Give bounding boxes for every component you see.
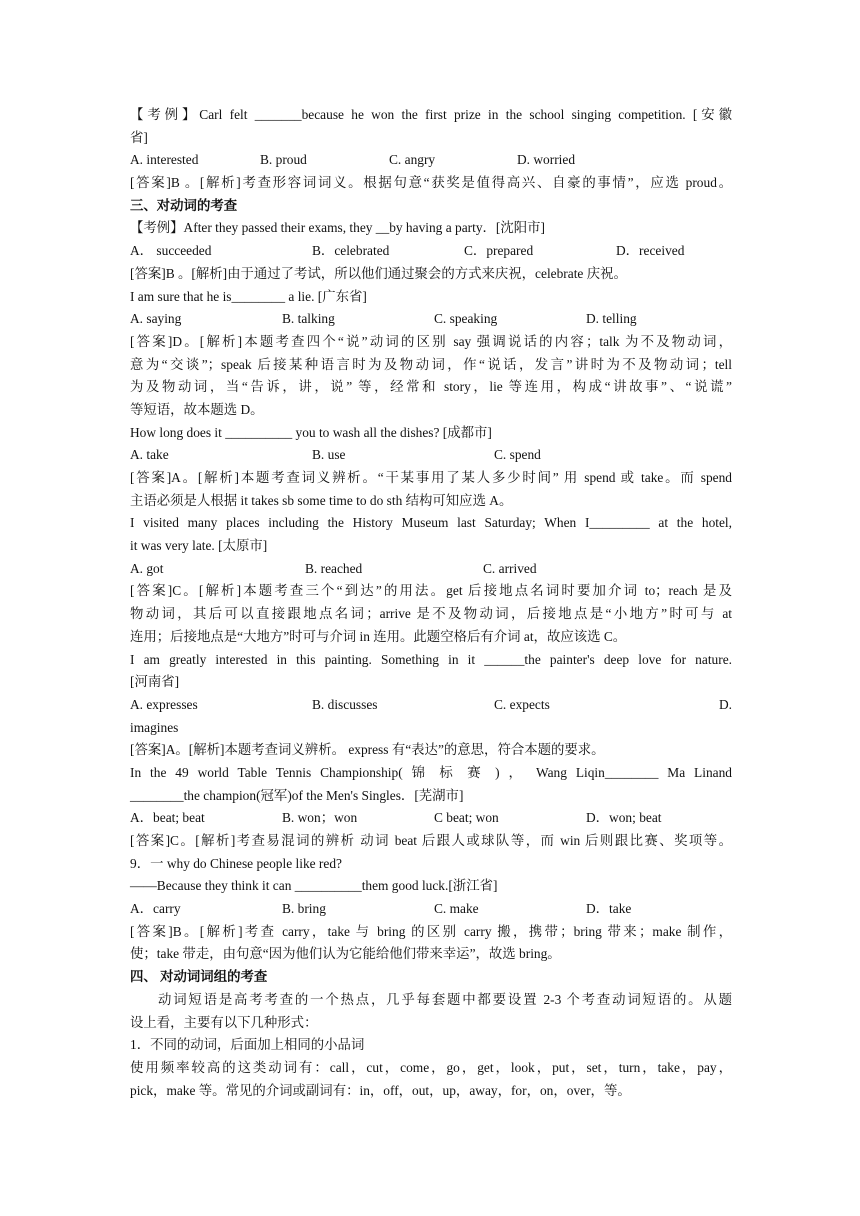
answer-options	[130, 444, 732, 467]
answer-option: C. angry	[389, 152, 436, 168]
text-line: 意为“交谈”；speak 后接某种语言时为及物动词，作“说话，发言”讲时为不及物动词；tell	[130, 356, 732, 372]
answer-option: C. make	[434, 901, 479, 917]
text-line: 为及物动词，当“告诉，讲，说” 等，经常和 story，lie 等连用，构成“讲故事”、“说谎”	[130, 379, 732, 395]
answer-option: B. won；won	[282, 810, 358, 826]
answer-option: B. bring	[282, 901, 326, 917]
text-line: 连用；后接地点是“大地方”时可与介词 in 连用。此题空格后有介词 at，故应该选 C。	[130, 628, 627, 644]
answer-option: B. proud	[260, 152, 307, 168]
answer-option: A．beat; beat	[130, 810, 205, 826]
answer-option: B. use	[312, 447, 346, 463]
text-line: 使用频率较高的这类动词有：call，cut，come，go，get，look，put，set，turn，take，pay，	[130, 1059, 732, 1075]
text-line: [答案]D。[解析]本题考查四个“说”动词的区别 say 强调说话的内容；talk 为不及物动词，	[130, 333, 732, 349]
text-line: 1．不同的动词，后面加上相同的小品词	[130, 1037, 365, 1053]
answer-options	[130, 308, 732, 331]
text-line: ________the champion(冠军)of the Men's Singles．[芜湖市]	[130, 787, 464, 803]
text-line: 使；take 带走，由句意“因为他们认为它能给他们带来幸运”，故选 bring。	[130, 946, 561, 962]
answer-option: C. spend	[494, 447, 541, 463]
answer-option: D．take	[586, 901, 632, 917]
text-line: pick，make 等。常见的介词或副词有：in，off，out，up，away，for，on，over，等。	[130, 1082, 631, 1098]
answer-option: D．received	[616, 243, 685, 259]
answer-options	[130, 694, 732, 717]
text-line: 【考例】Carl felt _______because he won the first prize in the school singing competition. [安徽	[130, 107, 732, 122]
text-line: I am sure that he is________ a lie. [广东省]	[130, 288, 367, 304]
text-line: [答案]B 。[解析]考查形容词词义。根据句意“获奖是值得高兴、自豪的事情”，应选 proud。	[130, 175, 732, 191]
answer-option: D. worried	[517, 152, 576, 168]
answer-option: B. talking	[282, 311, 335, 327]
text-line: imagines	[130, 719, 179, 735]
text-line: 【考例】After they passed their exams, they __by having a party．[沈阳市]	[130, 220, 546, 236]
text-line: ——Because they think it can __________them good luck.[浙江省]	[130, 878, 498, 894]
text-line: I visited many places including the History Museum last Saturday; When I_________ at the hotel,	[130, 515, 732, 531]
text-line: 等短语，故本题选 D。	[130, 401, 264, 417]
answer-option: C. expects	[494, 696, 550, 712]
text-line: I am greatly interested in this painting. Something in it ______the painter's deep love for nature.	[130, 651, 732, 667]
answer-option: C. arrived	[483, 560, 537, 576]
answer-option: D. telling	[586, 311, 637, 327]
text-line: [河南省]	[130, 674, 180, 690]
text-line: 动词短语是高考考查的一个热点，几乎每套题中都要设置 2-3 个考查动词短语的。从题	[158, 991, 732, 1007]
answer-option: C beat; won	[434, 810, 499, 826]
answer-option: C. speaking	[434, 311, 498, 327]
text-line: 9．一 why do Chinese people like red?	[130, 855, 342, 871]
answer-option: C．prepared	[464, 243, 534, 259]
answer-option: B. reached	[305, 560, 363, 576]
answer-option: A. interested	[130, 152, 199, 168]
document-page	[130, 104, 732, 1102]
answer-option: A． succeeded	[130, 243, 212, 259]
answer-option: A. saying	[130, 311, 182, 327]
text-line: [答案]A。[解析]本题考查词义辨析。“干某事用了某人多少时间” 用 spend 或 take。而 spend	[130, 470, 732, 485]
text-line: 省]	[130, 129, 148, 145]
answer-option: A. got	[130, 560, 164, 576]
answer-options	[130, 240, 732, 263]
answer-option: A. take	[130, 447, 169, 463]
text-line: [答案]C。[解析]本题考查三个“到达”的用法。get 后接地点名词时要加介词 to；reach 是及	[130, 583, 732, 599]
answer-options	[130, 149, 732, 172]
text-line: In the 49 world Table Tennis Championship( 锦 标 赛 ) ， Wang Liqin________ Ma Linand	[130, 764, 732, 780]
text-line: How long does it __________ you to wash all the dishes? [成都市]	[130, 424, 492, 440]
text-line: [答案]A。[解析]本题考查词义辨析。 express 有“表达”的意思，符合本题的要求。	[130, 742, 605, 758]
text-line: 主语必须是人根据 it takes sb some time to do sth 结构可知应选 A。	[130, 492, 513, 508]
text-line: it was very late. [太原市]	[130, 538, 268, 554]
answer-option: D．won; beat	[586, 810, 662, 826]
text-line: 物动词，其后可以直接跟地点名词；arrive 是不及物动词，后接地点是“小地方”时可与 at	[130, 606, 732, 622]
answer-option: B. discusses	[312, 696, 378, 712]
text-line: 设上看，主要有以下几种形式：	[130, 1014, 318, 1030]
text-line: [答案]B 。[解析]由于通过了考试，所以他们通过聚会的方式来庆祝，celebrate 庆祝。	[130, 265, 627, 281]
answer-option: D.	[718, 696, 732, 712]
answer-options	[130, 807, 732, 830]
answer-option: A. expresses	[130, 696, 198, 712]
answer-options	[130, 898, 732, 921]
answer-option: A．carry	[130, 901, 181, 917]
text-line: [答案]C。[解析]考查易混词的辨析 动词 beat 后跟人或球队等，而 win 后则跟比赛、奖项等。	[130, 833, 732, 848]
answer-option: B．celebrated	[312, 243, 390, 259]
answer-options	[130, 558, 732, 581]
section-heading: 三、对动词的考查	[130, 197, 238, 213]
section-heading: 四、 对动词词组的考查	[130, 969, 268, 985]
text-line: [答案]B。[解析]考查 carry，take 与 bring 的区别 carry 搬，携带；bring 带来；make 制作，	[130, 923, 732, 939]
